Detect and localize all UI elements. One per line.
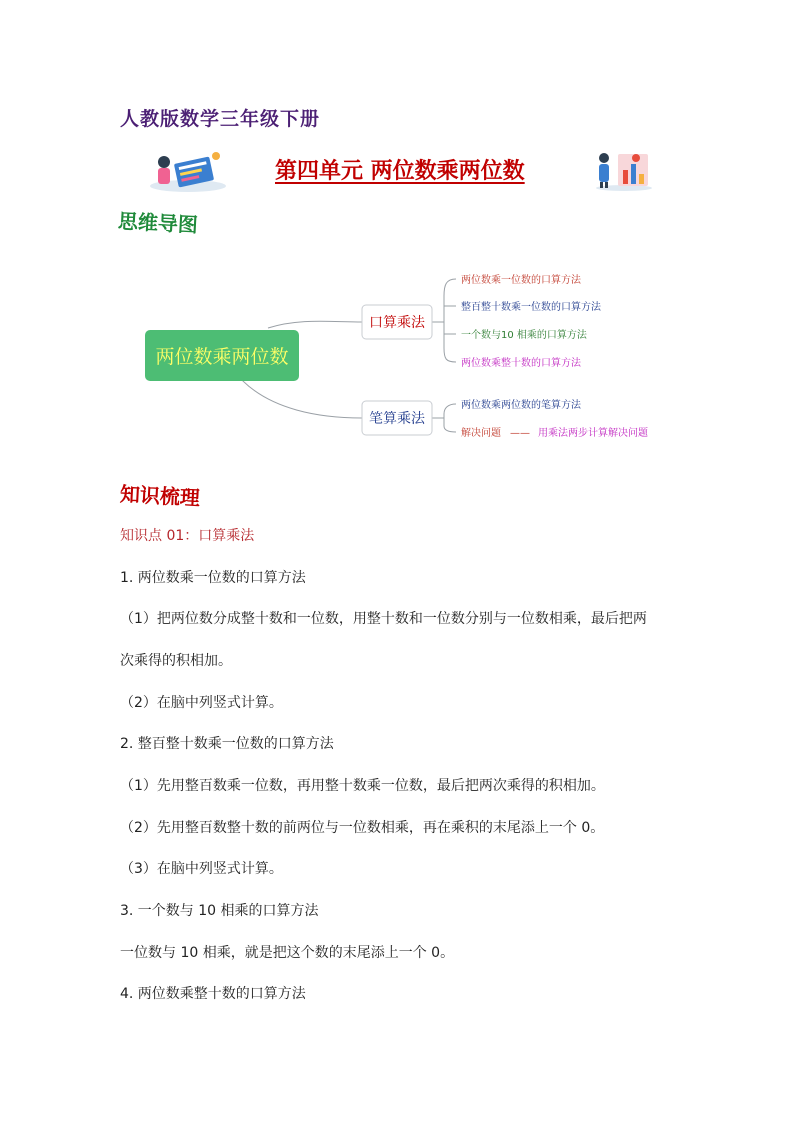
leaf-item: 两位数乘一位数的口算方法	[461, 275, 581, 286]
root-node-label: 两位数乘两位数	[155, 346, 289, 368]
leaf-item: 一个数与10 相乘的口算方法	[461, 330, 587, 341]
paragraph: （3）在脑中列竖式计算。	[120, 861, 283, 877]
knowledge-heading: 知识梳理	[119, 481, 201, 511]
book-title: 人教版数学三年级下册	[120, 108, 321, 130]
leaf-connector-dash: ——	[510, 428, 530, 439]
subheading: 1. 两位数乘一位数的口算方法	[120, 570, 306, 586]
paragraph: （1）把两位数分成整十数和一位数，用整十数和一位数分别与一位数相乘，最后把两	[120, 611, 647, 627]
knowledge-point-title: 知识点 01：口算乘法	[120, 528, 255, 544]
mind-map-heading: 思维导图	[117, 208, 199, 238]
leaf-item: 整百整十数乘一位数的口算方法	[461, 302, 601, 313]
leaf-item: 解决问题	[461, 428, 501, 439]
paragraph: （2）先用整百数整十数的前两位与一位数相乘，再在乘积的末尾添上一个 0。	[120, 820, 605, 836]
subheading: 2. 整百整十数乘一位数的口算方法	[120, 736, 334, 752]
subheading: 4. 两位数乘整十数的口算方法	[120, 986, 306, 1002]
paragraph: （1）先用整百数乘一位数，再用整十数乘一位数，最后把两次乘得的积相加。	[120, 778, 605, 794]
leaf-sub-item: 用乘法两步计算解决问题	[538, 428, 648, 439]
paragraph: 次乘得的积相加。	[120, 653, 232, 669]
unit-title: 第四单元 两位数乘两位数	[275, 159, 525, 184]
branch-label-oral: 口算乘法	[369, 315, 425, 331]
paragraph: （2）在脑中列竖式计算。	[120, 695, 283, 711]
branch-label-written: 笔算乘法	[369, 411, 425, 427]
leaf-item: 两位数乘两位数的笔算方法	[461, 400, 581, 411]
paragraph: 一位数与 10 相乘，就是把这个数的末尾添上一个 0。	[120, 945, 455, 961]
leaf-item: 两位数乘整十数的口算方法	[461, 358, 581, 369]
subheading: 3. 一个数与 10 相乘的口算方法	[120, 903, 319, 919]
